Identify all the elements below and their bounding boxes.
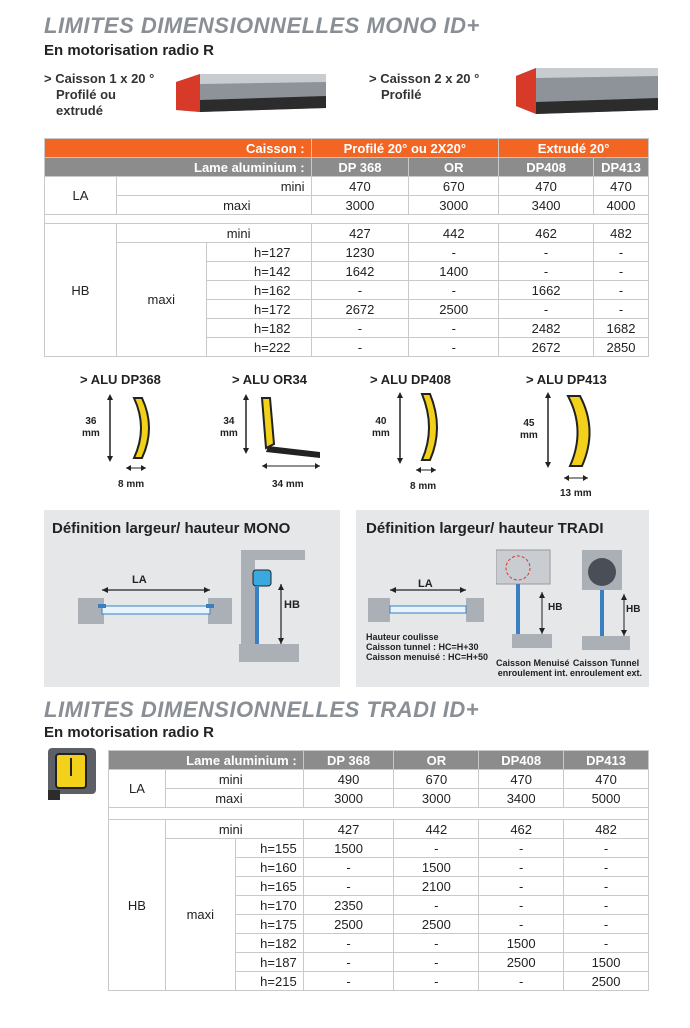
table-cell: 1662 bbox=[499, 281, 594, 300]
table-cell: 1500 bbox=[303, 839, 394, 858]
table-cell: - bbox=[409, 243, 499, 262]
h-label: h=165 bbox=[235, 877, 303, 896]
caisson2-label: > Caisson 2 x 20 ° Profilé bbox=[369, 71, 480, 102]
table-cell: 442 bbox=[394, 820, 479, 839]
col-header: DP413 bbox=[564, 751, 649, 770]
table-cell: 5000 bbox=[564, 789, 649, 808]
row-label: maxi bbox=[165, 789, 303, 808]
table-cell: - bbox=[311, 319, 409, 338]
table-cell: - bbox=[479, 915, 564, 934]
table-cell: - bbox=[394, 953, 479, 972]
table-cell: 1642 bbox=[311, 262, 409, 281]
table-cell: - bbox=[303, 877, 394, 896]
table-cell: - bbox=[479, 896, 564, 915]
row-label: maxi bbox=[165, 839, 235, 991]
table-cell: - bbox=[479, 858, 564, 877]
table-cell: 2500 bbox=[564, 972, 649, 991]
mono-limits-table bbox=[44, 138, 649, 357]
table-cell: 2500 bbox=[479, 953, 564, 972]
table-cell: - bbox=[394, 839, 479, 858]
table-cell: 470 bbox=[311, 177, 409, 196]
table-cell: 3000 bbox=[303, 789, 394, 808]
table-cell: - bbox=[479, 839, 564, 858]
definition-mono-panel bbox=[44, 510, 340, 687]
table-cell: - bbox=[594, 243, 649, 262]
table-cell: 3000 bbox=[394, 789, 479, 808]
col-header: DP408 bbox=[479, 751, 564, 770]
table-cell: 4000 bbox=[594, 196, 649, 215]
table-cell: 1682 bbox=[594, 319, 649, 338]
definition-mono-title: Définition largeur/ hauteur MONO bbox=[52, 520, 291, 537]
table-cell: - bbox=[303, 972, 394, 991]
lame-header: Lame aluminium : bbox=[45, 158, 312, 177]
profile-width-dp368: 8 mm bbox=[118, 479, 145, 490]
table-cell: 3400 bbox=[499, 196, 594, 215]
h-label: h=155 bbox=[235, 839, 303, 858]
menuise-hb-label: HB bbox=[548, 602, 563, 613]
hauteur-coulisse-note: Hauteur coulisse Caisson tunnel : HC=H+30 Caisson menuisé : HC=H+50 bbox=[366, 632, 489, 662]
table-cell: - bbox=[311, 281, 409, 300]
table-cell: 670 bbox=[394, 770, 479, 789]
mono-subtitle: En motorisation radio R bbox=[44, 42, 215, 59]
menuise-caption: Caisson Menuisé enroulement int. bbox=[496, 658, 570, 678]
mono-width-diagram bbox=[74, 570, 234, 632]
table-cell: 470 bbox=[479, 770, 564, 789]
profile-width-or34: 34 mm bbox=[272, 479, 304, 490]
table-cell: 2500 bbox=[303, 915, 394, 934]
caisson-header: Caisson : bbox=[45, 139, 312, 158]
profile-title-dp408: > ALU DP408 bbox=[370, 372, 451, 387]
lame-header: Lame aluminium : bbox=[109, 751, 304, 770]
table-cell: - bbox=[564, 934, 649, 953]
h-label: h=215 bbox=[235, 972, 303, 991]
col-header: OR bbox=[409, 158, 499, 177]
table-cell: - bbox=[479, 972, 564, 991]
table-cell: 3000 bbox=[409, 196, 499, 215]
table-cell: 2100 bbox=[394, 877, 479, 896]
caisson1-label: > Caisson 1 x 20 ° Profilé ou extrudé bbox=[44, 71, 155, 118]
row-group-label: HB bbox=[109, 820, 166, 991]
definition-tradi-title: Définition largeur/ hauteur TRADI bbox=[366, 520, 604, 537]
table-cell: - bbox=[564, 858, 649, 877]
row-label: mini bbox=[116, 224, 311, 243]
tradi-la-label: LA bbox=[418, 578, 433, 590]
dp413-profile-icon bbox=[540, 390, 600, 486]
tradi-motor-icon bbox=[46, 746, 100, 802]
row-label: mini bbox=[165, 820, 303, 839]
mono-la-label: LA bbox=[132, 574, 147, 586]
h-label: h=160 bbox=[235, 858, 303, 877]
table-cell: 2500 bbox=[409, 300, 499, 319]
table-cell: - bbox=[594, 300, 649, 319]
h-label: h=175 bbox=[235, 915, 303, 934]
or34-profile-icon bbox=[240, 390, 330, 480]
table-cell: - bbox=[303, 858, 394, 877]
table-cell: - bbox=[409, 281, 499, 300]
row-group-label: HB bbox=[45, 224, 117, 357]
h-label: h=172 bbox=[206, 300, 311, 319]
table-cell: - bbox=[564, 896, 649, 915]
mono-height-diagram bbox=[239, 548, 319, 663]
table-cell: 2672 bbox=[311, 300, 409, 319]
row-group-label: LA bbox=[45, 177, 117, 215]
table-cell: - bbox=[303, 953, 394, 972]
table-cell: 462 bbox=[479, 820, 564, 839]
col-header: DP413 bbox=[594, 158, 649, 177]
h-label: h=127 bbox=[206, 243, 311, 262]
table-cell: - bbox=[394, 972, 479, 991]
table-cell: 482 bbox=[594, 224, 649, 243]
table-cell: - bbox=[564, 877, 649, 896]
col-header: DP408 bbox=[499, 158, 594, 177]
table-cell: 1500 bbox=[479, 934, 564, 953]
table-cell: 427 bbox=[303, 820, 394, 839]
row-label: mini bbox=[165, 770, 303, 789]
dp408-profile-icon bbox=[392, 390, 452, 474]
group-profile-header: Profilé 20° ou 2X20° bbox=[311, 139, 499, 158]
definition-tradi-panel bbox=[356, 510, 649, 687]
table-cell: 2672 bbox=[499, 338, 594, 357]
table-cell: - bbox=[409, 319, 499, 338]
h-label: h=182 bbox=[235, 934, 303, 953]
tradi-title: LIMITES DIMENSIONNELLES TRADI ID+ bbox=[44, 697, 480, 722]
profile-height-dp413: 45 mm bbox=[520, 418, 538, 441]
row-label: maxi bbox=[116, 243, 206, 357]
table-cell: - bbox=[394, 896, 479, 915]
profile-height-dp408: 40 mm bbox=[372, 416, 390, 439]
table-cell: - bbox=[409, 338, 499, 357]
table-cell: - bbox=[499, 300, 594, 319]
table-cell: - bbox=[594, 262, 649, 281]
table-cell: - bbox=[394, 934, 479, 953]
table-cell: 442 bbox=[409, 224, 499, 243]
table-cell: - bbox=[499, 243, 594, 262]
profile-title-dp368: > ALU DP368 bbox=[80, 372, 161, 387]
table-cell: - bbox=[564, 915, 649, 934]
col-header: OR bbox=[394, 751, 479, 770]
table-cell: 1400 bbox=[409, 262, 499, 281]
table-cell: 482 bbox=[564, 820, 649, 839]
table-cell: 427 bbox=[311, 224, 409, 243]
h-label: h=187 bbox=[235, 953, 303, 972]
table-cell: 3400 bbox=[479, 789, 564, 808]
profile-title-or34: > ALU OR34 bbox=[232, 372, 308, 387]
table-cell: 2500 bbox=[394, 915, 479, 934]
tunnel-caption: Caisson Tunnel enroulement ext. bbox=[570, 658, 643, 678]
table-cell: - bbox=[499, 262, 594, 281]
table-cell: - bbox=[303, 934, 394, 953]
table-cell: 490 bbox=[303, 770, 394, 789]
table-cell: 670 bbox=[409, 177, 499, 196]
h-label: h=182 bbox=[206, 319, 311, 338]
table-cell: 462 bbox=[499, 224, 594, 243]
row-group-label: LA bbox=[109, 770, 166, 808]
caisson-2x20-image bbox=[512, 66, 662, 118]
table-cell: - bbox=[479, 877, 564, 896]
row-label: maxi bbox=[116, 196, 311, 215]
dp368-profile-icon bbox=[104, 392, 164, 474]
table-cell: - bbox=[564, 839, 649, 858]
table-cell: - bbox=[594, 281, 649, 300]
caisson-1x20-image bbox=[170, 70, 330, 116]
profile-title-dp413: > ALU DP413 bbox=[526, 372, 607, 387]
col-header: DP 368 bbox=[303, 751, 394, 770]
table-cell: 2850 bbox=[594, 338, 649, 357]
table-cell: 1230 bbox=[311, 243, 409, 262]
col-header: DP 368 bbox=[311, 158, 409, 177]
tradi-limits-table bbox=[108, 750, 649, 991]
tunnel-hb-label: HB bbox=[626, 604, 641, 615]
profile-width-dp413: 13 mm bbox=[560, 488, 592, 499]
mono-title: LIMITES DIMENSIONNELLES MONO ID+ bbox=[44, 13, 480, 38]
table-cell: 1500 bbox=[394, 858, 479, 877]
tradi-subtitle: En motorisation radio R bbox=[44, 724, 215, 741]
table-cell: - bbox=[311, 338, 409, 357]
profile-height-or34: 34 mm bbox=[220, 416, 238, 439]
table-cell: 1500 bbox=[564, 953, 649, 972]
profile-width-dp408: 8 mm bbox=[410, 481, 437, 492]
table-cell: 3000 bbox=[311, 196, 409, 215]
h-label: h=162 bbox=[206, 281, 311, 300]
table-cell: 470 bbox=[594, 177, 649, 196]
row-label: mini bbox=[116, 177, 311, 196]
h-label: h=142 bbox=[206, 262, 311, 281]
table-cell: 2482 bbox=[499, 319, 594, 338]
table-cell: 470 bbox=[564, 770, 649, 789]
table-cell: 470 bbox=[499, 177, 594, 196]
profile-height-dp368: 36 mm bbox=[82, 416, 100, 439]
table-cell: 2350 bbox=[303, 896, 394, 915]
mono-hb-label: HB bbox=[284, 599, 300, 611]
group-extrude-header: Extrudé 20° bbox=[499, 139, 649, 158]
h-label: h=170 bbox=[235, 896, 303, 915]
h-label: h=222 bbox=[206, 338, 311, 357]
caisson-tunnel-diagram bbox=[578, 548, 648, 656]
